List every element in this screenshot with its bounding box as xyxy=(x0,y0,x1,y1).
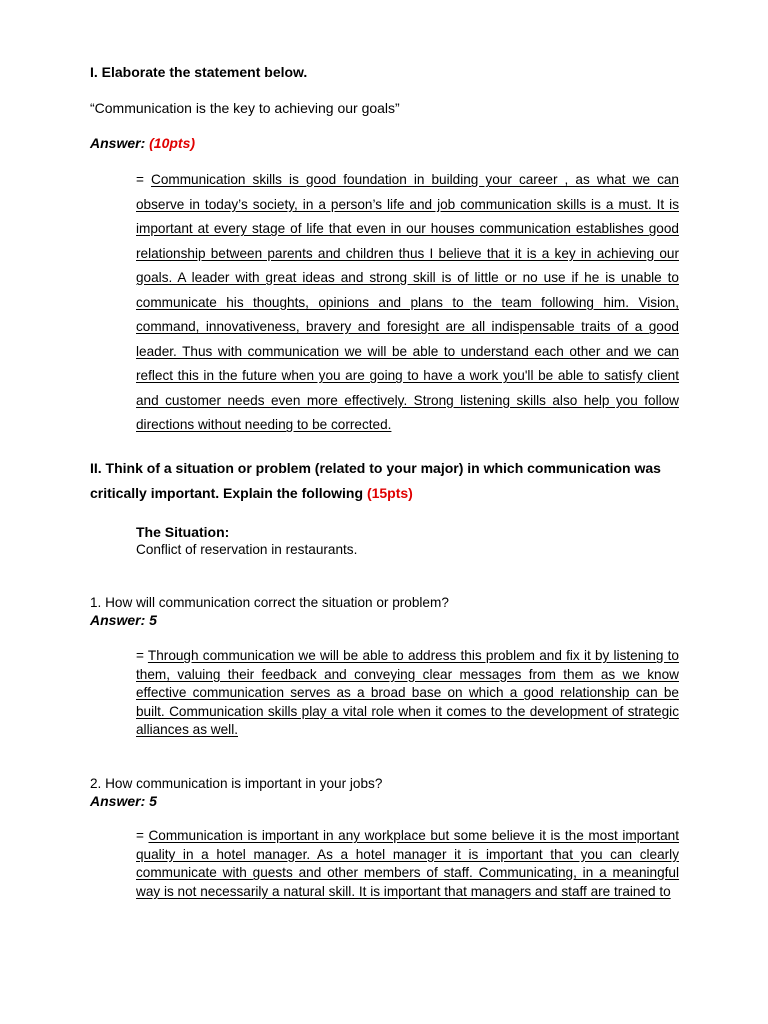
section1-points: (10pts) xyxy=(149,135,196,151)
answer-prefix: = xyxy=(136,648,148,663)
answer-prefix: = xyxy=(136,172,152,187)
question2-answer-body xyxy=(136,827,679,901)
question1-text: 1. How will communication correct the situation or problem? xyxy=(90,595,449,610)
section2-heading-text: II. Think of a situation or problem (related to your major) in which communication was critically important. Explain the following xyxy=(90,460,661,501)
answer-text: Communication is important in any workplace but some believe it is the most important quality in a hotel manager. As a hotel manager it is important that you can clearly communicate with guests and other members of staff. Communicating, in a meaningful way is not necessarily a natural skill. It is important that managers and staff are trained to xyxy=(136,828,679,899)
question2-answer-label: Answer: 5 xyxy=(90,793,157,809)
situation-text: Conflict of reservation in restaurants. xyxy=(136,542,358,557)
section2-heading xyxy=(90,456,690,506)
question1-answer-body xyxy=(136,647,679,740)
question1-answer-label: Answer: 5 xyxy=(90,612,157,628)
answer-prefix: = xyxy=(136,828,149,843)
section2-points: (15pts) xyxy=(366,485,413,501)
section1-quote: “Communication is the key to achieving our goals” xyxy=(90,100,400,116)
section1-answer-body xyxy=(136,168,679,438)
answer-label-text: Answer: xyxy=(90,135,150,151)
situation-label: The Situation: xyxy=(136,524,230,540)
answer-text: Through communication we will be able to address this problem and fix it by listening to them, valuing their feedback and conveying clear messages from them as we know effective communication serves as a broad base on which a good relationship can be built. Communication skills play a vital role when it comes to the development of strategic alliances as well. xyxy=(136,648,679,737)
section1-heading: I. Elaborate the statement below. xyxy=(90,64,308,80)
question2-text: 2. How communication is important in your jobs? xyxy=(90,776,383,791)
section1-answer-label xyxy=(90,135,195,151)
answer-text: Communication skills is good foundation in building your career , as what we can observe in today’s society, in a person’s life and job communication skills is a must. It is important at every stage of life that even in our houses communication establishes good relationship between parents and children thus I believe that it is a key in achieving our goals. A leader with great ideas and strong skill is of little or no use if he is unable to communicate his thoughts, opinions and plans to the team following him. Vision, command, innovativeness, bravery and foresight are all indispensable traits of a good leader. Thus with communication we will be able to understand each other and we can reflect this in the future when you are going to have a work you'll be able to satisfy client and customer needs even more effectively. Strong listening skills also help you follow directions without needing to be corrected. xyxy=(136,172,679,432)
